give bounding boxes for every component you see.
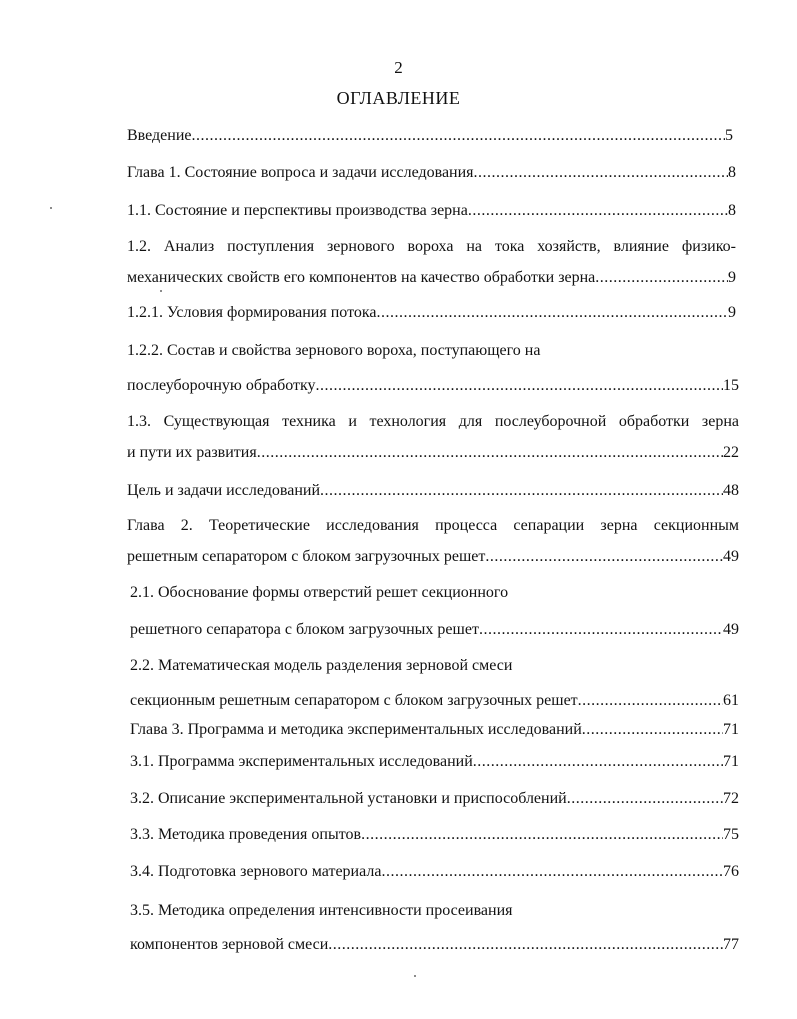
toc-leader-dots (376, 303, 728, 323)
toc-leader-dots (582, 720, 723, 740)
toc-entry-page: 71 (723, 753, 739, 770)
toc-entry-line: 2.2. Математическая модель разделения зерновой смеси (130, 657, 513, 674)
toc-entry-text: послеуборочную обработку (127, 377, 316, 394)
toc-entry (130, 935, 739, 955)
toc-entry-page: 15 (723, 377, 739, 394)
toc-leader-dots (381, 862, 723, 882)
toc-entry (130, 691, 739, 711)
page-number: 2 (394, 58, 403, 77)
toc-entry-line: 1.3. Существующая техника и технология для послеуборочной обработки зерна (127, 413, 739, 430)
toc-entry (127, 163, 736, 183)
toc-entry-text: механических свойств его компонентов на качество обработки зерна (127, 269, 596, 286)
toc-entry-page: 9 (728, 304, 736, 321)
toc-entry-text: Введение (127, 127, 192, 144)
toc-entry-page: 77 (723, 936, 739, 953)
toc-entry-page: 5 (725, 127, 733, 144)
toc-entry (130, 620, 739, 640)
toc-entry (130, 720, 739, 740)
toc-entry-page: 72 (723, 790, 739, 807)
toc-entry-page: 48 (723, 482, 739, 499)
toc-entry-text: Цель и задачи исследований (127, 482, 321, 499)
toc-entry-page: 75 (723, 826, 739, 843)
toc-entry (130, 825, 739, 845)
toc-entry-text: 1.1. Состояние и перспективы производства зерна (127, 202, 468, 219)
toc-entry (127, 481, 739, 501)
toc-entry (130, 862, 739, 882)
toc-entry-line: 1.2. Анализ поступления зернового вороха на тока хозяйств, влияние физико- (127, 238, 736, 255)
toc-entry-text: решетным сепаратором с блоком загрузочных решет (127, 548, 486, 565)
toc-entry-page: 49 (723, 621, 739, 638)
toc-entry (127, 126, 733, 146)
toc-entry-page: 49 (723, 548, 739, 565)
toc-leader-dots (361, 825, 723, 845)
toc-entry (127, 547, 739, 567)
toc-entry-page: 71 (723, 721, 739, 738)
toc-entry-text: 3.2. Описание экспериментальной установки и приспособлений (130, 790, 567, 807)
toc-entry-text: Глава 3. Программа и методика экспериментальных исследований (130, 721, 582, 738)
toc-entry-text: 3.3. Методика проведения опытов (130, 826, 362, 843)
toc-entry (130, 789, 739, 809)
toc-leader-dots (485, 547, 723, 567)
toc-leader-dots (320, 481, 723, 501)
toc-entry-text: решетного сепаратора с блоком загрузочных решет (130, 621, 479, 638)
toc-entry-line: 2.1. Обоснование формы отверстий решет секционного (130, 584, 509, 601)
toc-entry-page: 8 (728, 202, 736, 219)
toc-entry-line: 1.2.2. Состав и свойства зернового вороха, поступающего на (127, 342, 541, 359)
toc-leader-dots (192, 126, 726, 146)
toc-leader-dots (578, 691, 723, 711)
toc-entry-page: 22 (723, 444, 739, 461)
toc-leader-dots (567, 789, 723, 809)
toc-leader-dots (595, 268, 728, 288)
toc-entry (127, 303, 736, 323)
toc-entry-page: 76 (723, 863, 739, 880)
toc-entry-text: секционным решетным сепаратором с блоком загрузочных решет (130, 692, 578, 709)
toc-entry-page: 61 (723, 692, 739, 709)
scan-speck (50, 207, 52, 209)
toc-entry-text: компонентов зерновой смеси (130, 936, 329, 953)
toc-entry (127, 201, 736, 221)
toc-entry (130, 752, 739, 772)
toc-entry (127, 376, 739, 396)
toc-leader-dots (257, 443, 723, 463)
toc-entry-text: 3.1. Программа экспериментальных исследований (130, 753, 473, 770)
toc-entry-page: 9 (728, 269, 736, 286)
toc-entry-line: 3.5. Методика определения интенсивности просеивания (130, 902, 513, 919)
toc-entry (127, 443, 739, 463)
toc-entry-line: Глава 2. Теоретические исследования процесса сепарации зерна секционным (127, 517, 739, 534)
toc-entry-text: 1.2.1. Условия формирования потока (127, 304, 377, 321)
toc-leader-dots (468, 201, 728, 221)
scan-speck (160, 290, 162, 292)
toc-entry-text: 3.4. Подготовка зернового материала (130, 863, 382, 880)
toc-entry-text: и пути их развития (127, 444, 257, 461)
toc-leader-dots (479, 620, 723, 640)
toc-leader-dots (328, 935, 723, 955)
toc-leader-dots (316, 376, 723, 396)
toc-leader-dots (473, 752, 723, 772)
scan-speck (414, 975, 416, 977)
toc-entry (127, 268, 736, 288)
toc-entry-page: 8 (728, 164, 736, 181)
toc-entry-text: Глава 1. Состояние вопроса и задачи исследования (127, 164, 474, 181)
toc-leader-dots (474, 163, 728, 183)
page-title: ОГЛАВЛЕНИЕ (336, 88, 461, 108)
